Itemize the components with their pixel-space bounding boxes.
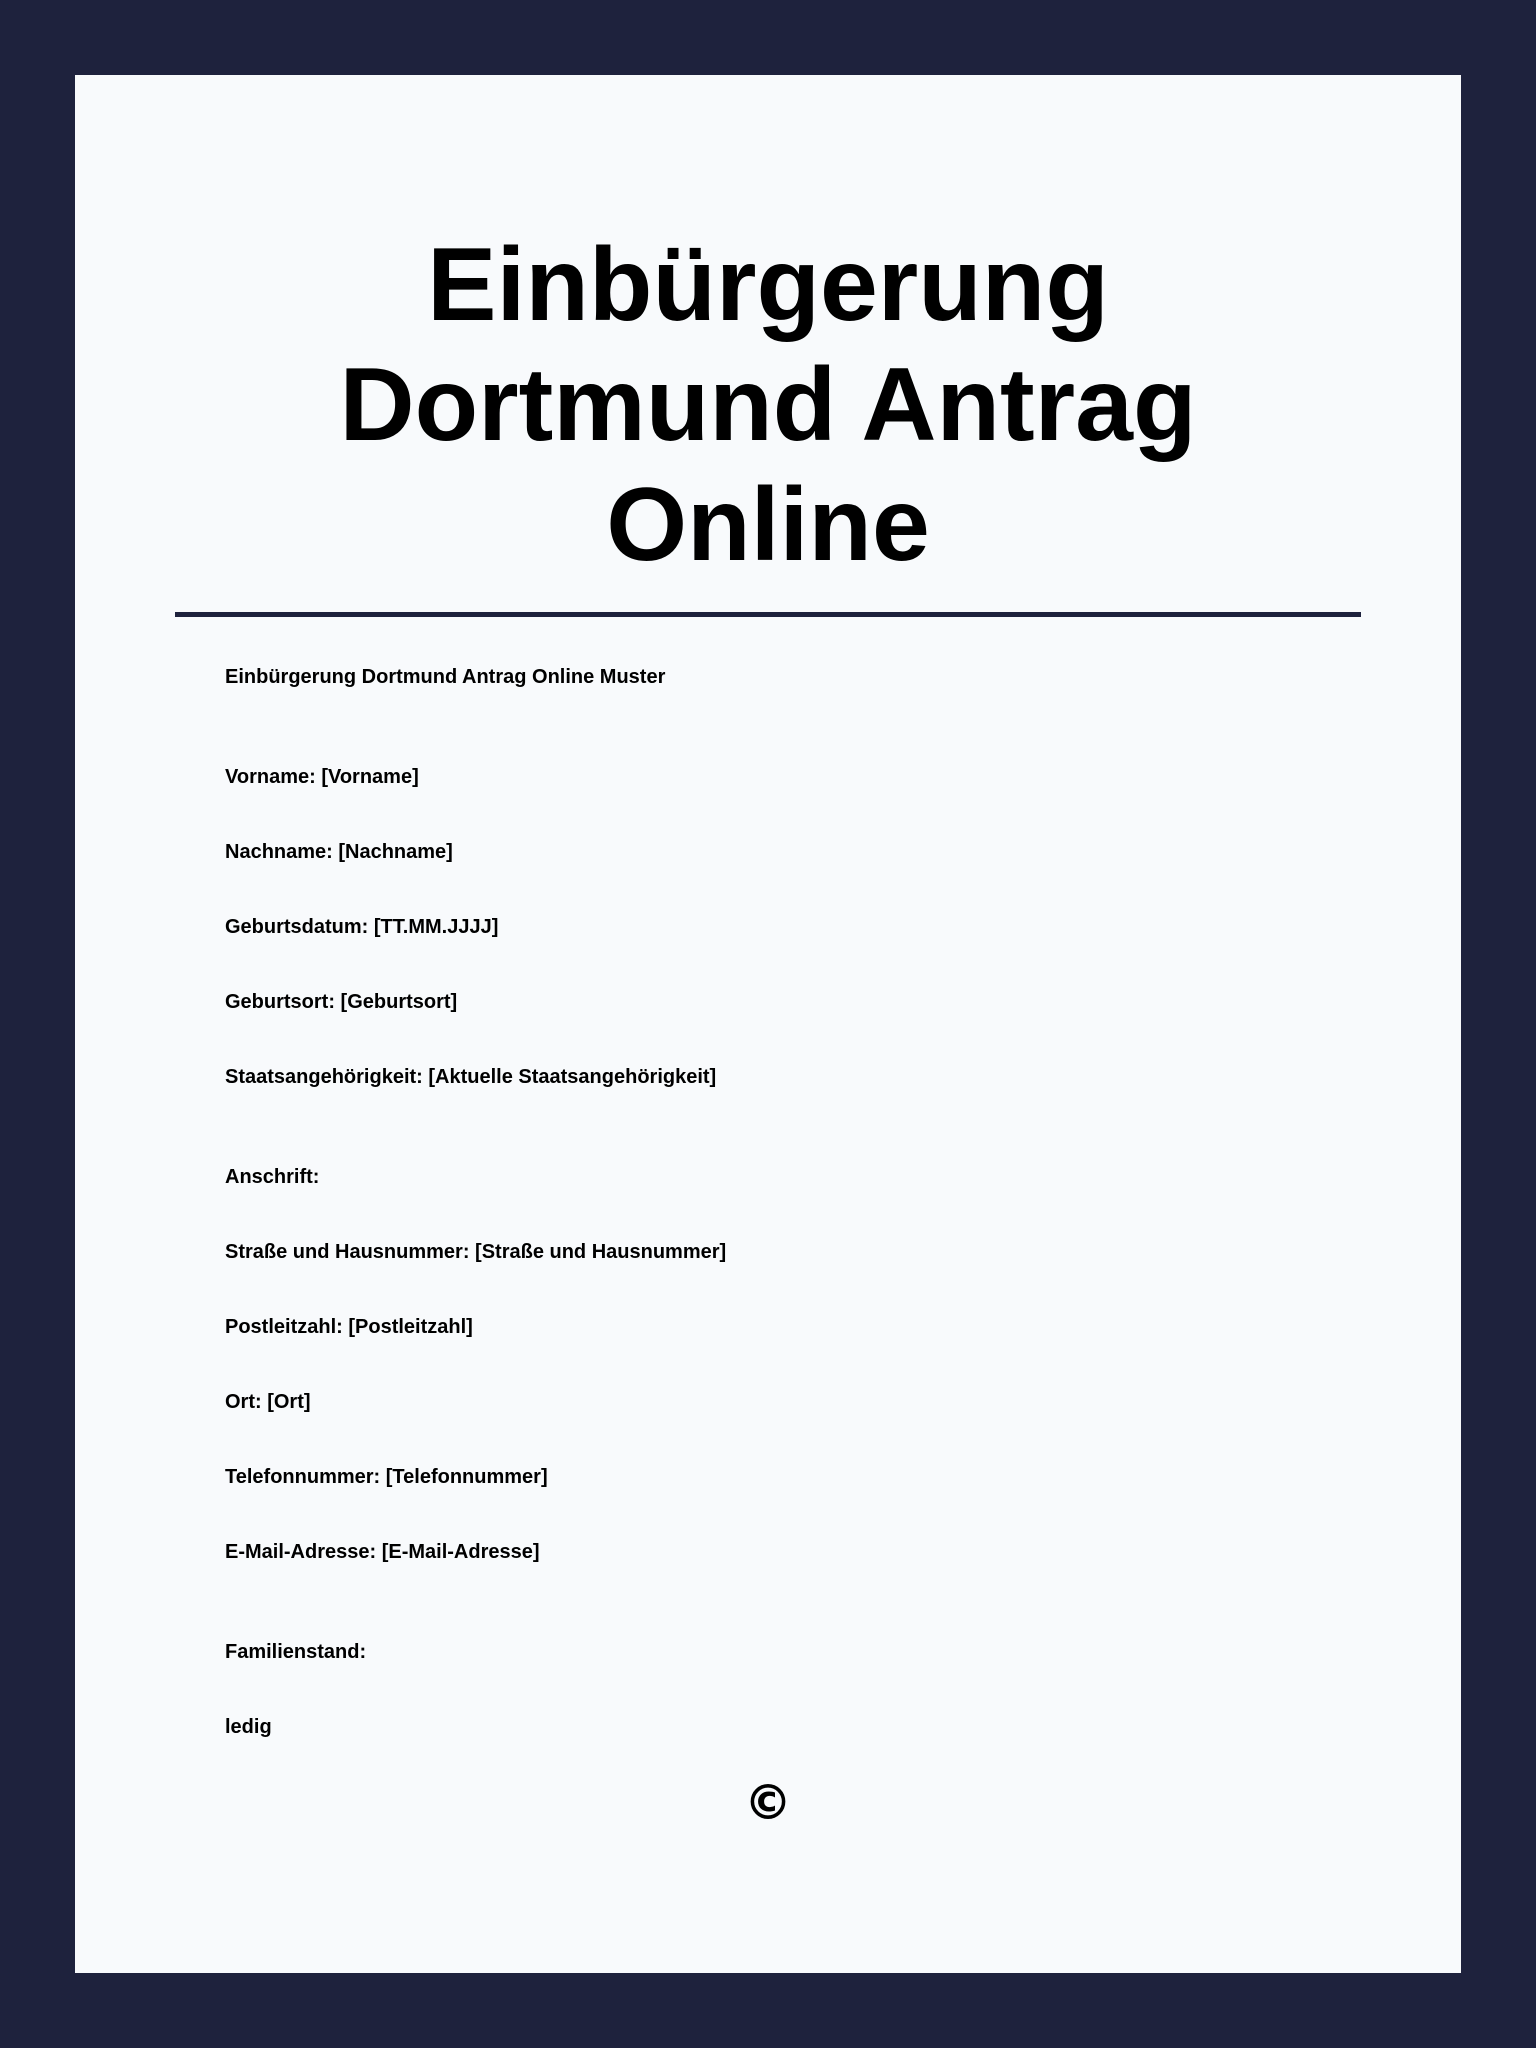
page-title <box>75 225 1461 585</box>
title-line-2: Dortmund Antrag <box>339 347 1197 463</box>
field-nachname: Nachname: [Nachname] <box>225 841 453 863</box>
document-subtitle: Einbürgerung Dortmund Antrag Online Muster <box>225 666 666 688</box>
field-email: E-Mail-Adresse: [E-Mail-Adresse] <box>225 1541 540 1563</box>
title-line-3: Online <box>606 467 930 583</box>
field-postleitzahl: Postleitzahl: [Postleitzahl] <box>225 1316 473 1338</box>
field-geburtsdatum: Geburtsdatum: [TT.MM.JJJJ] <box>225 916 499 938</box>
marital-value: ledig <box>225 1716 272 1738</box>
field-vorname: Vorname: [Vorname] <box>225 766 419 788</box>
copyright-icon: © <box>744 1775 792 1831</box>
title-line-1: Einbürgerung <box>427 227 1109 343</box>
field-ort: Ort: [Ort] <box>225 1391 311 1413</box>
address-heading: Anschrift: <box>225 1166 320 1188</box>
marital-heading: Familienstand: <box>225 1641 367 1663</box>
field-geburtsort: Geburtsort: [Geburtsort] <box>225 991 458 1013</box>
title-divider <box>175 612 1361 617</box>
document-page <box>75 75 1461 1973</box>
field-telefon: Telefonnummer: [Telefonnummer] <box>225 1466 548 1488</box>
field-strasse: Straße und Hausnummer: [Straße und Hausnummer] <box>225 1241 727 1263</box>
field-staatsangehoerigkeit: Staatsangehörigkeit: [Aktuelle Staatsangehörigkeit] <box>225 1066 717 1088</box>
